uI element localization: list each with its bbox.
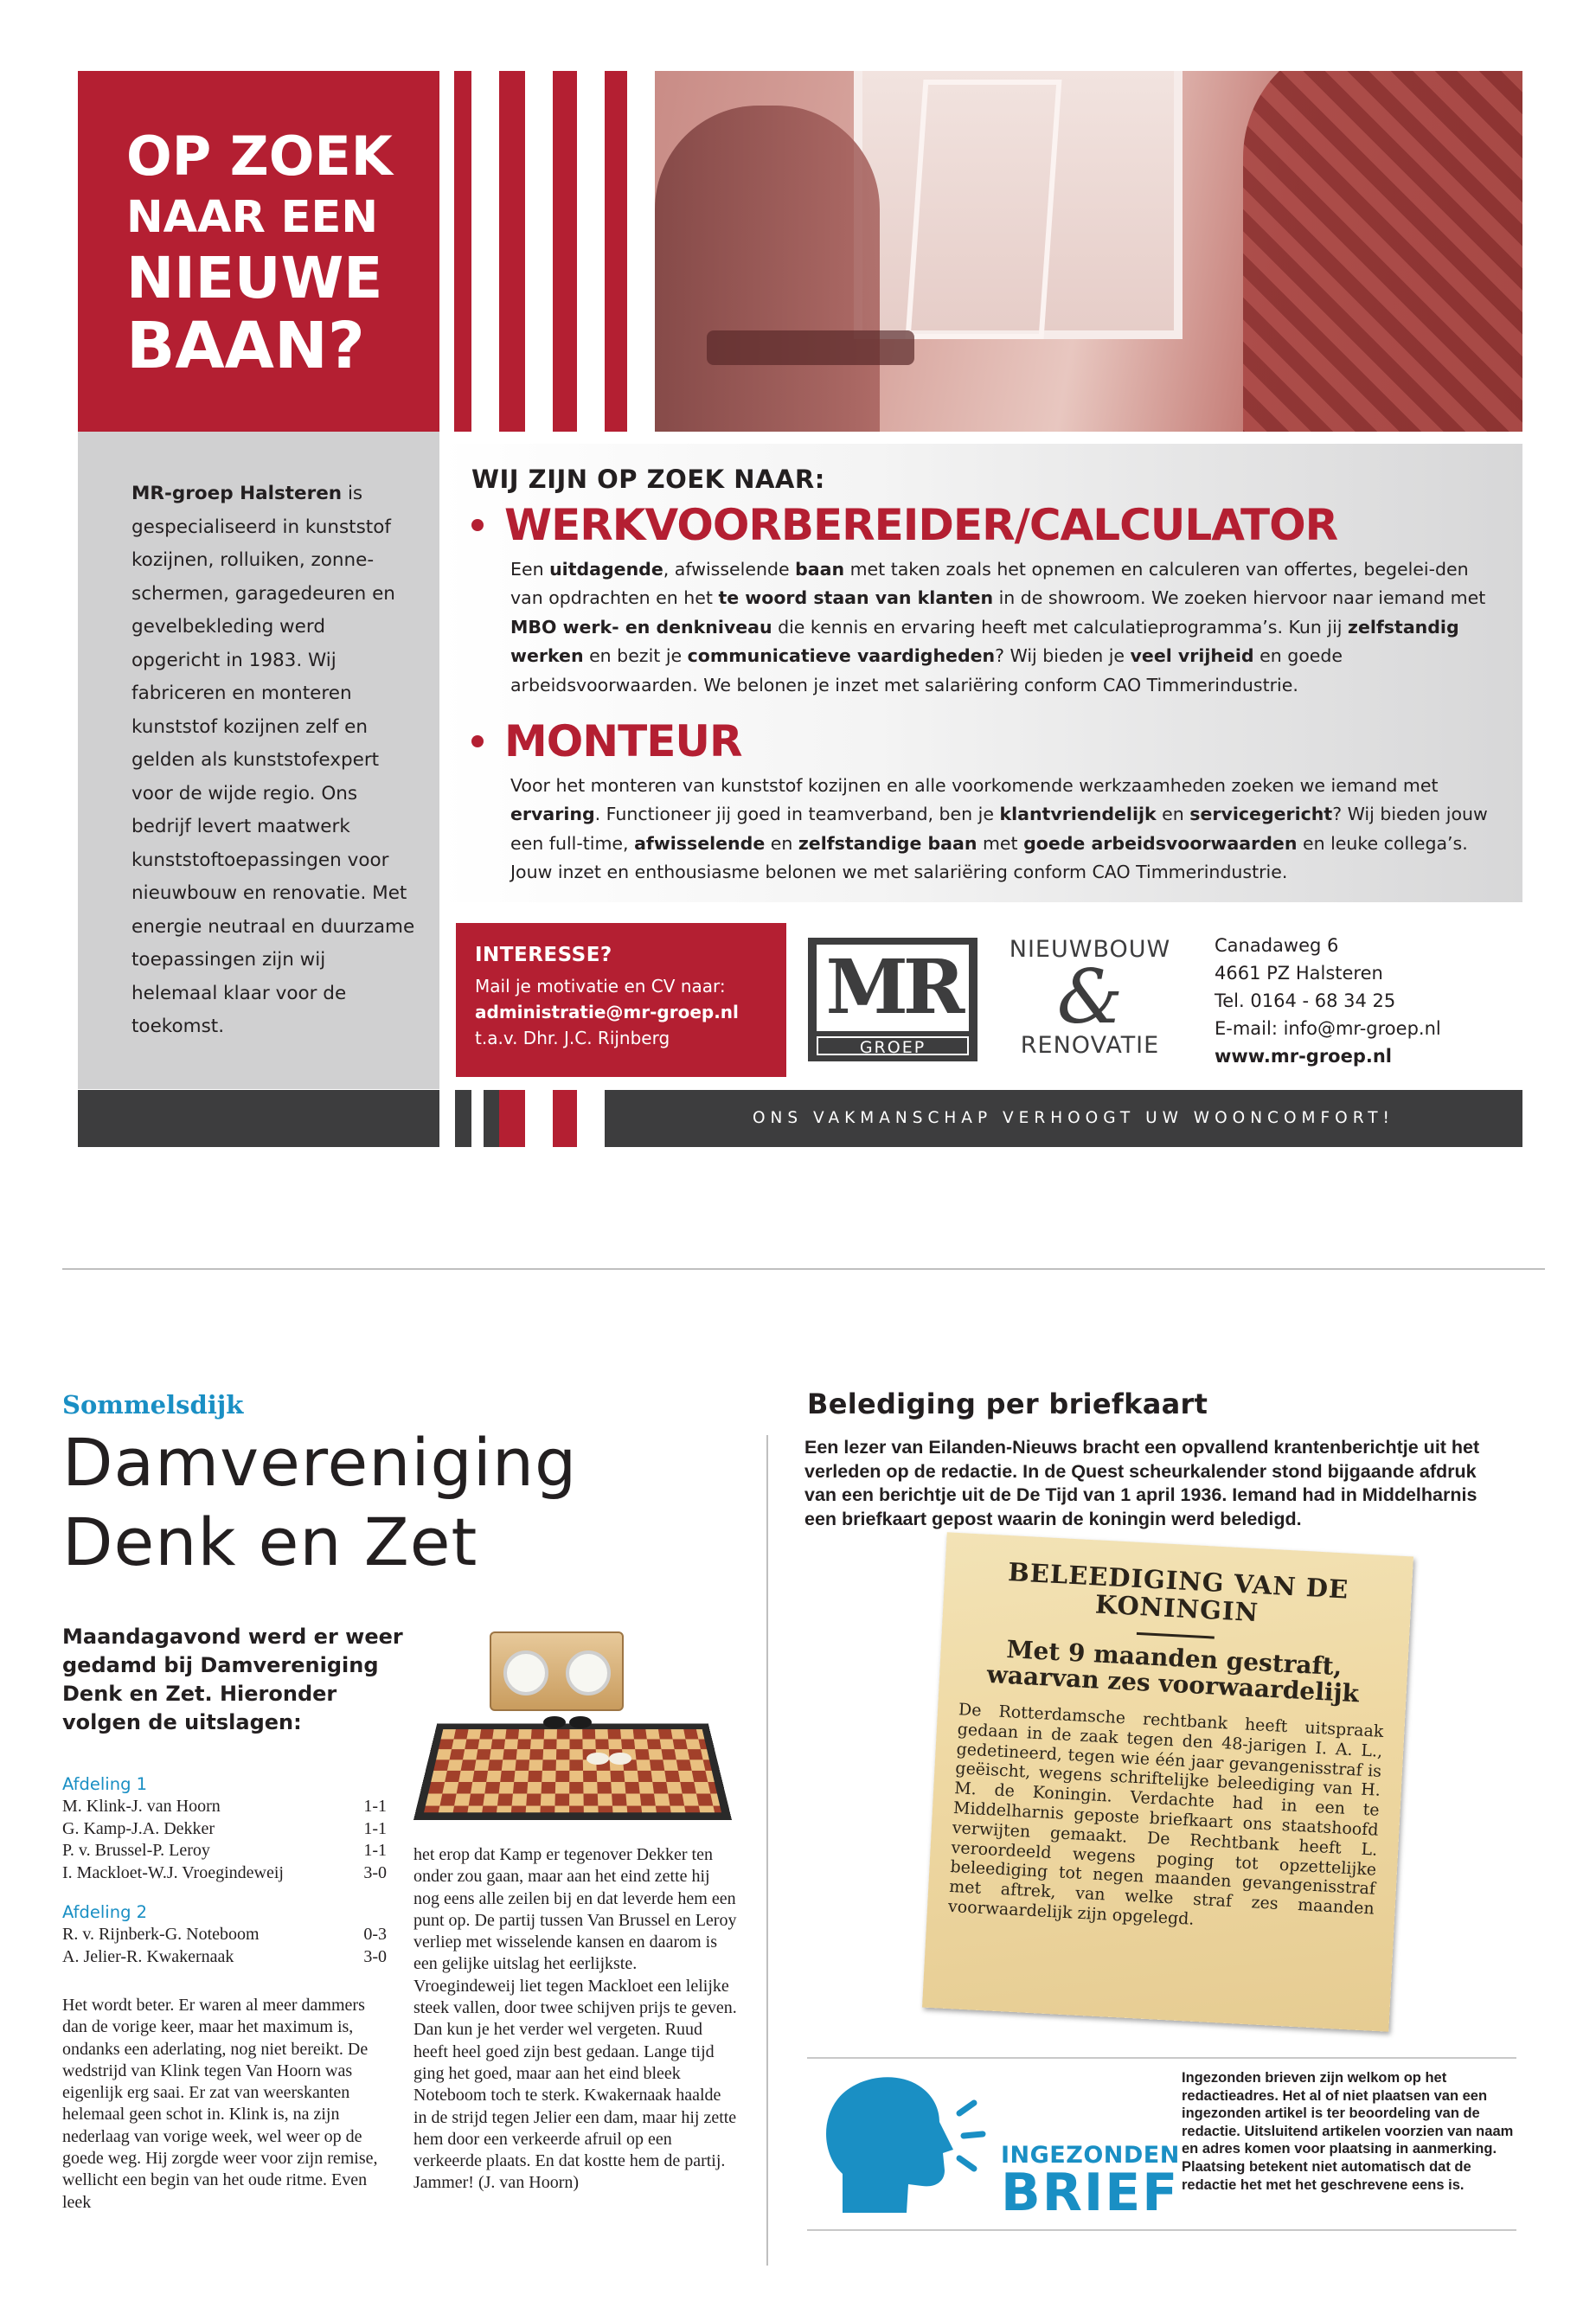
decor-stripe <box>553 71 577 432</box>
logo-word-brief: BRIEF <box>1001 2163 1180 2223</box>
slogan-bar <box>78 1090 1522 1147</box>
result-row <box>62 1946 387 1969</box>
result-score: 3-0 <box>363 1862 387 1882</box>
headline-box <box>78 71 439 432</box>
headline-line: NIEUWE <box>126 245 383 311</box>
headline-line: BAAN? <box>126 309 365 383</box>
article-body-col1: Het wordt beter. Er waren al meer dammers dan de vorige keer, maar het maximum is, ondanks een aderlating, nog niet bereikt. De wedstrijd van Klink tegen Van Hoorn was eigenlijk erg saai. Er zat van weerskanten helemaal geen schot in. Klink is, na zijn nederlaag van vorige week, wel weer op de goede weg. Hij zorgde weer voor zijn remise, wellicht een begin van het oude ritme. Even leek <box>62 1996 378 2212</box>
game-clock <box>490 1631 624 1711</box>
address-street: Canadaweg 6 <box>1215 935 1339 956</box>
emphasis-text: zelfstandig werken <box>510 616 1459 666</box>
emphasis-text: baan <box>795 558 845 580</box>
interest-box <box>456 923 786 1077</box>
afdeling-heading: Afdeling 2 <box>62 1902 148 1922</box>
decor-stripe <box>499 1090 525 1147</box>
headline-line: Denk en Zet <box>62 1503 478 1580</box>
photo-worker-right <box>1243 71 1522 432</box>
newspaper-clipping <box>922 1532 1413 2032</box>
headline-line: NAAR EEN <box>126 192 379 243</box>
decor-stripe <box>525 1090 553 1147</box>
article-headline <box>62 1423 577 1582</box>
body-text: met taken zoals het opnemen en calculeren van offertes, begelei-den van opdrachten en het <box>510 558 1469 608</box>
afdeling-heading: Afdeling 1 <box>62 1774 148 1794</box>
body-text: en <box>1156 804 1190 824</box>
result-match: I. Mackloet-W.J. Vroegindeweij <box>62 1862 284 1882</box>
clock-dial <box>503 1650 548 1695</box>
body-text: ? Wij bieden jouw een full-time, <box>510 804 1488 854</box>
checkers-board-photo <box>413 1631 732 1820</box>
decor-stripe <box>439 1090 455 1147</box>
job-title-text: MONTEUR <box>504 716 742 766</box>
body-text: , afwisselende <box>663 558 796 580</box>
result-row <box>62 1862 387 1885</box>
body-text: en bezit je <box>583 645 688 666</box>
emphasis-text: communicatieve vaardigheden <box>687 645 996 666</box>
checkers-board <box>413 1724 732 1820</box>
emphasis-text: zelfstandige baan <box>798 832 977 854</box>
clock-dial <box>566 1650 611 1695</box>
article-intro: Een lezer van Eilanden-Nieuws bracht een opvallend krantenberichtje uit het verleden op de redactie. In de Quest scheurkalender stond bijgaande afdruk van een berichtje uit de De Tijd van 1 april 1936. Iemand had in Middelharnis een briefkaart gepost waarin de koningin werd beledigd. <box>804 1437 1480 1529</box>
body-text: in de showroom. We zoeken hiervoor naar iemand met <box>993 587 1486 608</box>
results-group <box>62 1796 387 1884</box>
decor-stripe <box>454 71 471 432</box>
job-werkvoorbereider <box>471 500 1492 700</box>
result-score: 3-0 <box>363 1946 387 1966</box>
result-match: M. Klink-J. van Hoorn <box>62 1797 221 1816</box>
results-table <box>62 1773 387 1968</box>
job-listings <box>471 465 1492 888</box>
emphasis-text: veel vrijheid <box>1130 645 1254 666</box>
logo-ampersand: & <box>1056 954 1124 1041</box>
article-intro: Maandagavond werd er weer gedamd bij Damvereniging Denk en Zet. Hieronder volgen de uitslagen: <box>62 1625 403 1734</box>
result-match: R. v. Rijnberk-G. Noteboom <box>62 1925 260 1944</box>
result-row <box>62 1796 387 1818</box>
logo-nieuwbouw: NIEUWBOUW <box>1009 936 1171 963</box>
body-text: met <box>977 832 1024 854</box>
job-advertisement <box>78 71 1522 1148</box>
result-row <box>62 1924 387 1946</box>
emphasis-text: te woord staan van klanten <box>718 587 994 608</box>
column-divider <box>766 1435 768 2266</box>
clipping-body: De Rotterdamsche rechtbank heeft uitspraak gedaan in de zaak tegen den 48-jarigen I. A. L., gedetineerd, tegen wie één jaar gevangenisstraf is geëischt, wegens schriftelijke beleediging van H. M. de Koningin. Verdachte had in een te Middelharnis geposte briefkaart ons staatshoofd verwijten gemaakt. De Rechtbank heeft L. veroordeeld wegens poging tot opzettelijke beleediging tot negen maanden gevangenisstraf met aftrek, van welke straf zes maanden voorwaardelijk zijn opgelegd. <box>947 1700 1384 1929</box>
job-monteur <box>471 716 1492 888</box>
section-divider <box>62 1268 1545 1270</box>
interest-email-link[interactable]: administratie@mr-groep.nl <box>475 1002 739 1022</box>
workers-photo <box>655 71 1522 432</box>
emphasis-text: servicegericht <box>1189 804 1333 824</box>
clipping-headline: BELEEDIGING VAN DE KONINGIN <box>1007 1557 1349 1628</box>
ingezonden-brief-logo <box>1001 2142 1180 2223</box>
body-text: ? Wij bieden je <box>995 645 1131 666</box>
emphasis-text: goede arbeidsvoorwaarden <box>1023 832 1298 854</box>
interest-line: Mail je motivatie en CV naar: <box>475 976 726 997</box>
jobs-kicker: WIJ ZIJN OP ZOEK NAAR: <box>471 465 825 494</box>
photo-worker-left <box>655 106 880 432</box>
ad-headline <box>126 125 393 383</box>
result-match: A. Jelier-R. Kwakernaak <box>62 1946 234 1966</box>
bullet-icon <box>471 519 484 531</box>
body-text: en goede arbeidsvoorwaarden. We belonen je inzet met salariëring conform CAO Timmerindustrie. <box>510 645 1343 695</box>
body-text: die kennis en ervaring heeft met calculatieprogramma’s. Kun jij <box>772 616 1349 638</box>
company-name: MR-groep Halsteren <box>131 483 343 504</box>
address-email[interactable]: E-mail: info@mr-groep.nl <box>1215 1018 1441 1039</box>
result-score: 0-3 <box>363 1925 387 1944</box>
results-group-2 <box>62 1901 387 1968</box>
interest-title: INTERESSE? <box>475 944 612 966</box>
address-city: 4661 PZ Halsteren <box>1215 963 1383 984</box>
checker-piece <box>609 1753 631 1765</box>
body-text: en <box>765 832 798 854</box>
logo-word-ingezonden: INGEZONDEN <box>1001 2142 1180 2169</box>
logo-groep: GROEP <box>817 1036 969 1055</box>
letters-rule <box>807 2229 1516 2231</box>
logo-renovatie: RENOVATIE <box>1020 1032 1160 1059</box>
job-description <box>510 772 1492 888</box>
website-link[interactable]: www.mr-groep.nl <box>1215 1046 1393 1067</box>
result-match: P. v. Brussel-P. Leroy <box>62 1841 210 1860</box>
slogan: ONS VAKMANSCHAP VERHOOGT UW WOONCOMFORT! <box>753 1109 1394 1127</box>
result-score: 1-1 <box>363 1797 387 1816</box>
result-match: G. Kamp-J.A. Dekker <box>62 1818 215 1838</box>
results-group <box>62 1924 387 1968</box>
clipping-rule <box>1137 1632 1215 1639</box>
result-score: 1-1 <box>363 1841 387 1860</box>
address-phone: Tel. 0164 - 68 34 25 <box>1215 990 1396 1011</box>
decor-stripe <box>577 1090 605 1147</box>
bullet-icon <box>471 735 484 747</box>
emphasis-text: MBO werk- en denkniveau <box>510 616 772 638</box>
body-text: . Functioneer jij goed in teamverband, ben je <box>594 804 1000 824</box>
body-text: Voor het monteren van kunststof kozijnen en alle voorkomende werkzaamheden zoeken we iemand met <box>510 774 1439 796</box>
checker-piece <box>543 1716 566 1728</box>
clipping-subheadline: Met 9 maanden gestraft, waarvan zes voorwaardelijk <box>986 1635 1360 1708</box>
emphasis-text: ervaring <box>510 804 595 824</box>
emphasis-text: klantvriendelijk <box>999 804 1157 824</box>
decor-stripe <box>471 1090 484 1147</box>
body-text: en leuke collega’s. Jouw inzet en enthousiasme belonen we met salariëring conform CAO Timmerindustrie. <box>510 832 1468 882</box>
interest-attn: t.a.v. Dhr. J.C. Rijnberg <box>475 1028 670 1048</box>
emphasis-text: uitdagende <box>549 558 663 580</box>
nieuwbouw-renovatie-logo <box>995 936 1185 1059</box>
article-title: Belediging per briefkaart <box>807 1388 1208 1420</box>
checker-piece <box>586 1753 609 1765</box>
company-text: is gespecialiseerd in kunststof kozijnen, rolluiken, zonne-schermen, garagedeuren en gevelbekleding werd opgericht in 1983. Wij fabriceren en monteren kunststof kozijnen zelf en gelden als kunststofexpert voor de wijde regio. Ons bedrijf levert maatwerk kunststoftoepassingen voor nieuwbouw en renovatie. Met energie neutraal en duurzame toepassingen zijn wij helemaal klaar voor de toekomst. <box>131 483 415 1037</box>
mr-groep-logo <box>808 938 977 1061</box>
job-title-text: WERKVOORBEREIDER/CALCULATOR <box>504 500 1338 550</box>
logo-mr: MR <box>817 945 969 1031</box>
article-kicker: Sommelsdijk <box>62 1390 244 1420</box>
job-title <box>471 716 1492 766</box>
letters-policy-text: Ingezonden brieven zijn welkom op het redactieadres. Het al of niet plaatsen van een ingezonden artikel is ter beoordeling van de redactie. Uitsluitend artikelen voorzien van naam en adres komen voor plaatsing in aanmerking. Plaatsing betekent niet automatisch dat de redactie het met het geschrevene eens is. <box>1182 2070 1514 2193</box>
photo-window-pane <box>906 80 1062 339</box>
speaking-head-icon <box>817 2070 990 2217</box>
decor-stripe <box>605 71 627 432</box>
result-score: 1-1 <box>363 1818 387 1838</box>
letters-rule <box>807 2057 1516 2059</box>
decor-stripe <box>499 71 525 432</box>
article-body-col2: het erop dat Kamp er tegenover Dekker ten onder zou gaan, maar aan het eind zette hij nog eens alle zeilen bij en dat leverde hem een punt op. De partij tussen Van Brussel en Leroy verliep met wisselende kansen en daarom is een gelijke uitslag het eerlijkste. Vroegindeweij liet tegen Mackloet een lelijke steek vallen, door twee schijven prijs te geven. Dan kun je het verder wel vergeten. Ruud heeft heel goed zijn best gedaan. Lange tijd ging het goed, maar aan het eind bleek Noteboom toch te sterk. Kwakernaak haalde in de strijd tegen Jelier een dam, maar hij zette hem door een verkeerde afruil op een verkeerde plaats. En dat kostte hem de partij. Jammer! (J. van Hoorn) <box>413 1845 737 2193</box>
headline-line: Damvereniging <box>62 1424 578 1501</box>
headline-line: OP ZOEK <box>126 125 393 188</box>
checker-piece <box>569 1716 592 1728</box>
emphasis-text: afwisselende <box>634 832 766 854</box>
body-text: Een <box>510 558 550 580</box>
job-description <box>510 555 1492 701</box>
job-title <box>471 500 1492 550</box>
result-row <box>62 1818 387 1841</box>
result-row <box>62 1840 387 1862</box>
company-address <box>1215 932 1441 1070</box>
photo-toolbelt <box>707 330 914 365</box>
decor-stripe <box>553 1090 577 1147</box>
company-description <box>131 478 417 1044</box>
